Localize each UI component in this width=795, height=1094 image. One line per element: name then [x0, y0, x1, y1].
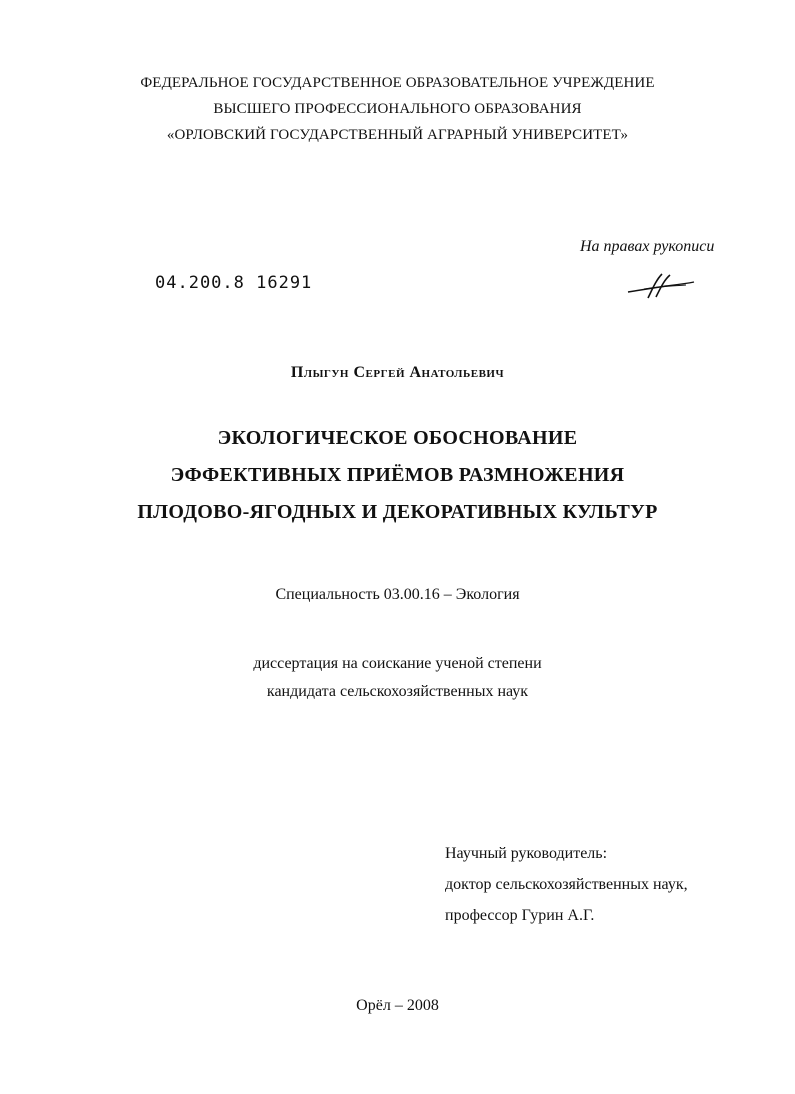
degree-line-2: кандидата сельскохозяйственных наук	[266, 683, 529, 700]
manuscript-note: На правах рукописи	[580, 238, 715, 255]
degree-line-1: диссертация на соискание ученой степени	[253, 655, 542, 672]
institution-line-3: «ОРЛОВСКИЙ ГОСУДАРСТВЕННЫЙ АГРАРНЫЙ УНИВЕРСИТЕТ»	[166, 127, 629, 143]
title-line-2: ЭФФЕКТИВНЫХ ПРИЁМОВ РАЗМНОЖЕНИЯ	[170, 464, 625, 486]
city-year: Орёл – 2008	[356, 997, 439, 1014]
signature-mark	[626, 270, 696, 300]
specialty: Специальность 03.00.16 – Экология	[275, 586, 520, 603]
dissertation-title	[0, 420, 795, 531]
advisor-line-2: доктор сельскохозяйственных наук,	[445, 876, 688, 893]
registration-stamp: 04.200.8 16291	[155, 273, 313, 293]
author-name: Плыгун Сергей Анатольевич	[290, 364, 505, 381]
institution-line-1: ФЕДЕРАЛЬНОЕ ГОСУДАРСТВЕННОЕ ОБРАЗОВАТЕЛЬНОЕ УЧРЕЖДЕНИЕ	[140, 75, 655, 91]
institution-line-2: ВЫСШЕГО ПРОФЕССИОНАЛЬНОГО ОБРАЗОВАНИЯ	[213, 101, 582, 117]
degree-statement	[0, 650, 795, 706]
advisor-line-1: Научный руководитель:	[445, 845, 608, 862]
institution-header	[0, 70, 795, 148]
title-line-1: ЭКОЛОГИЧЕСКОЕ ОБОСНОВАНИЕ	[217, 427, 578, 449]
scientific-advisor	[445, 838, 688, 931]
advisor-line-3: профессор Гурин А.Г.	[445, 907, 595, 924]
title-line-3: ПЛОДОВО-ЯГОДНЫХ И ДЕКОРАТИВНЫХ КУЛЬТУР	[137, 501, 658, 523]
